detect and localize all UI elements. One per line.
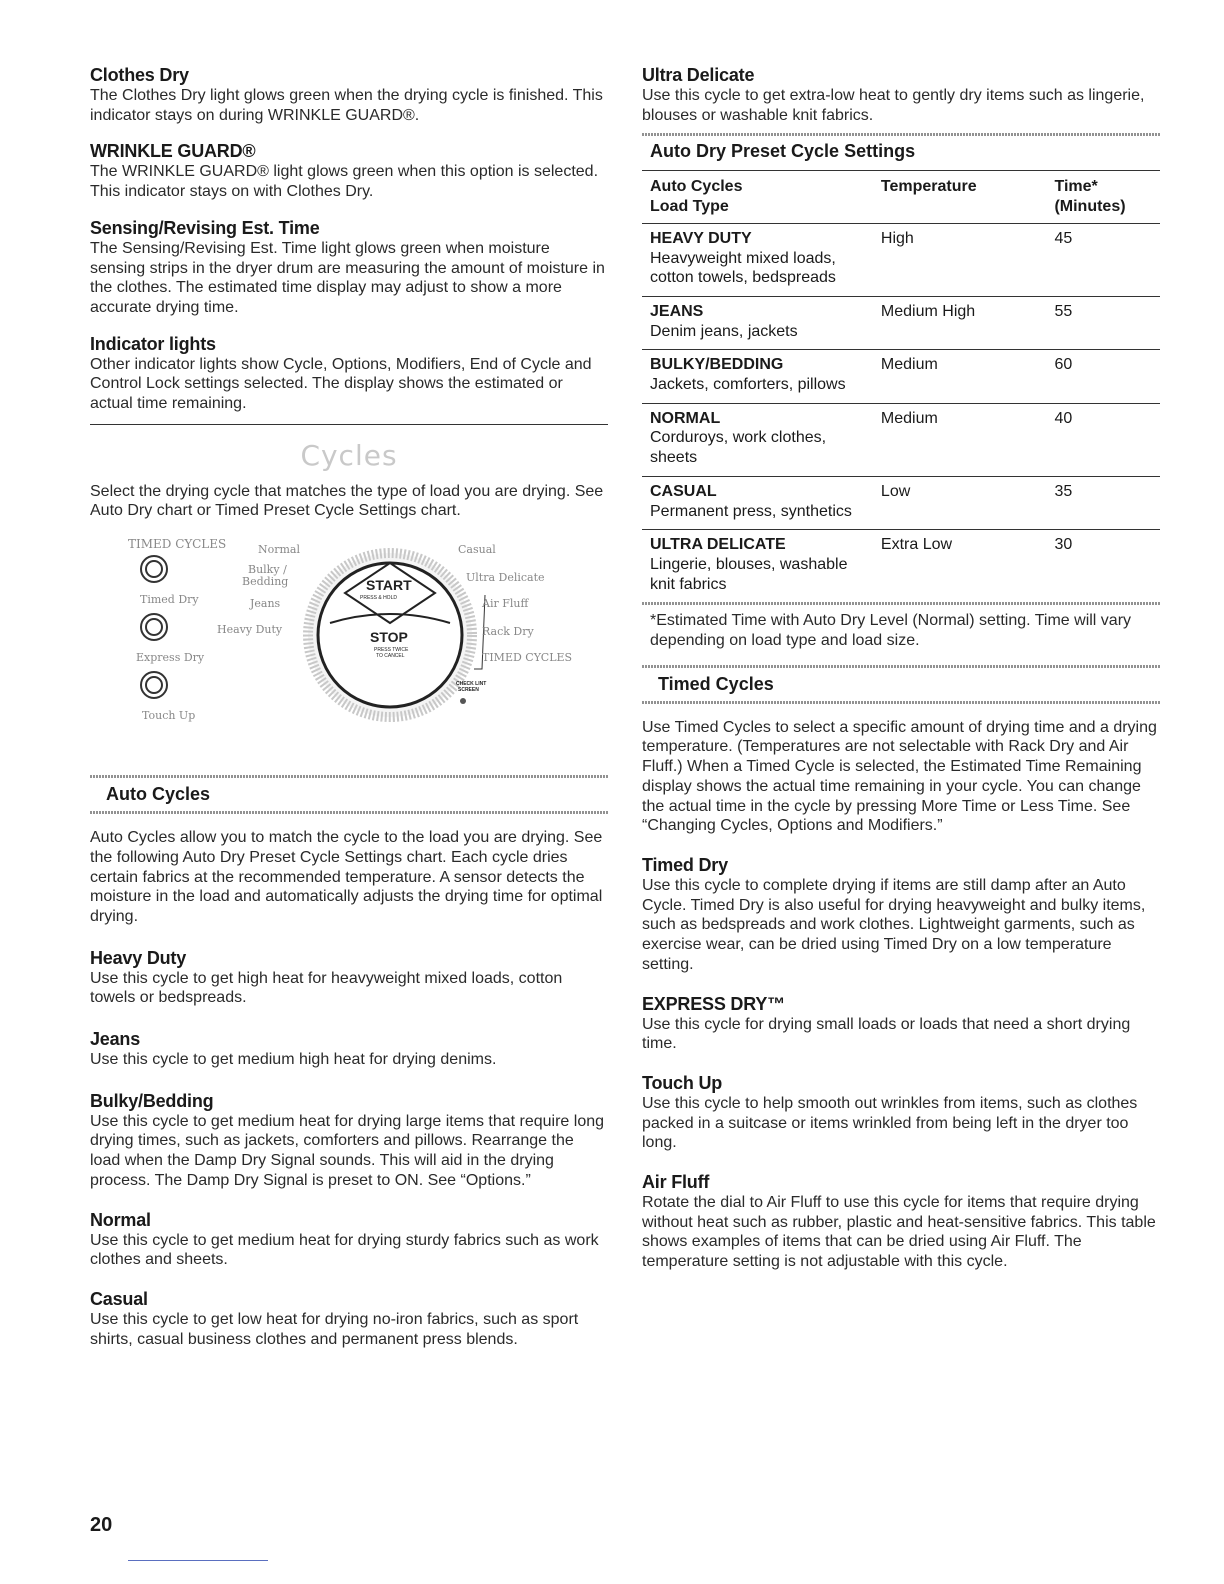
- wrinkle-guard-heading: WRINKLE GUARD®: [90, 141, 256, 162]
- load-type: Lingerie, blouses, washable knit fabrics: [650, 555, 848, 593]
- casual-text: Use this cycle to get low heat for drying no-iron fabrics, such as sport shirts, casual business clothes and permanent press blends.: [90, 1310, 579, 1348]
- express-dry-heading: EXPRESS DRY™: [642, 993, 785, 1014]
- heavy-duty-text: Use this cycle to get high heat for heavyweight mixed loads, cotton towels or bedspreads.: [90, 969, 563, 1007]
- section-casual: [90, 1288, 608, 1349]
- bulky-label: Bulky /: [248, 563, 287, 577]
- section-auto-cycles: [90, 828, 608, 927]
- right-column: [642, 64, 1160, 1287]
- temperature-cell: High: [873, 223, 1047, 296]
- clothes-dry-heading: Clothes Dry: [90, 65, 189, 85]
- cycle-cell: [642, 403, 873, 476]
- section-normal: [90, 1209, 608, 1270]
- jeans-label: Jeans: [250, 597, 281, 611]
- bulky-heading: Bulky/Bedding: [90, 1090, 214, 1111]
- section-indicator-lights: [90, 333, 608, 414]
- cycles-heading: Cycles: [300, 438, 398, 472]
- temperature-cell: Medium: [873, 403, 1047, 476]
- section-jeans: [90, 1028, 608, 1070]
- sensing-text: The Sensing/Revising Est. Time light glows green when moisture sensing strips in the dryer drum are measuring the amount of moisture in the clothes. The estimated time display may adjust to show a more accurate drying time.: [90, 239, 605, 316]
- footer-line: [128, 1560, 268, 1561]
- timed-cycles-header: TIMED CYCLES: [128, 537, 227, 552]
- stop-button-label: STOP: [370, 629, 408, 646]
- bedding-label: Bedding: [242, 575, 289, 589]
- cycle-cell: [642, 530, 873, 603]
- bulky-text: Use this cycle to get medium heat for drying large items that require long drying times, such as jackets, comforters and pillows. Rearrange the load when the Damp Dry Signal sounds. This will aid in the drying process. The Damp Dry Signal is preset to ON. See “Options.”: [90, 1112, 605, 1189]
- cycles-text: Select the drying cycle that matches the type of load you are drying. See Auto Dry chart or Timed Preset Cycle Settings chart.: [90, 482, 604, 520]
- page-number: 20: [90, 1514, 113, 1536]
- header-col1: [642, 171, 873, 223]
- section-sensing: [90, 217, 608, 318]
- timed-dry-label: Timed Dry: [140, 593, 199, 607]
- cycle-name: NORMAL: [650, 409, 721, 427]
- load-type: Heavyweight mixed loads, cotton towels, bedspreads: [650, 249, 836, 287]
- table-row: [642, 403, 1160, 476]
- start-sub-label: PRESS & HOLD: [360, 595, 397, 602]
- time-cell: 40: [1046, 403, 1160, 476]
- cycle-cell: [642, 350, 873, 403]
- touch-up-knob-icon: [141, 672, 167, 698]
- table-row: [642, 223, 1160, 296]
- header-temperature: Temperature: [880, 178, 977, 196]
- time-cell: 60: [1046, 350, 1160, 403]
- normal-heading: Normal: [90, 1209, 151, 1230]
- rack-dry-label: Rack Dry: [482, 625, 534, 639]
- touch-up-text: Use this cycle to help smooth out wrinkles from items, such as clothes packed in a suitcase or items wrinkled from being left in the dryer too long.: [642, 1094, 1138, 1152]
- section-timed-dry: [642, 854, 1160, 975]
- timed-cycles-right-label: TIMED CYCLES: [482, 651, 573, 665]
- air-fluff-heading: Air Fluff: [642, 1172, 710, 1193]
- jeans-heading: Jeans: [90, 1029, 141, 1050]
- table-row: [642, 296, 1160, 349]
- timed-cycles-bottom-border: [642, 701, 1160, 704]
- section-heavy-duty: [90, 947, 608, 1008]
- start-button-label: START: [366, 577, 412, 594]
- air-fluff-text: Rotate the dial to Air Fluff to use this cycle for items that require drying without heat such as rubber, plastic and heat-sensitive fabrics. This table shows examples of items that can be dried using Air Fluff. The temperature setting is not adjustable with this cycle.: [642, 1194, 1156, 1271]
- auto-cycles-bottom-border: [90, 811, 608, 814]
- table-top-border: [642, 133, 1160, 136]
- load-type: Corduroys, work clothes, sheets: [650, 429, 827, 467]
- table-body: [642, 223, 1160, 602]
- table-header-row: [642, 171, 1160, 223]
- section-timed-cycles: [642, 718, 1160, 836]
- ultra-delicate-heading: Ultra Delicate: [642, 65, 755, 85]
- header-minutes-label: (Minutes): [1054, 198, 1126, 216]
- ultra-delicate-label: Ultra Delicate: [466, 571, 545, 585]
- load-type: Denim jeans, jackets: [650, 322, 798, 340]
- cycle-name: CASUAL: [650, 482, 717, 500]
- auto-cycles-heading: Auto Cycles: [106, 784, 211, 805]
- cycle-name: HEAVY DUTY: [650, 229, 752, 247]
- load-type: Jackets, comforters, pillows: [650, 376, 846, 394]
- time-cell: 35: [1046, 476, 1160, 529]
- time-cell: 45: [1046, 223, 1160, 296]
- wrinkle-guard-text: The WRINKLE GUARD® light glows green when this option is selected. This indicator stays on with Clothes Dry.: [90, 163, 599, 201]
- clothes-dry-text: The Clothes Dry light glows green when the drying cycle is finished. This indicator stays on during WRINKLE GUARD®.: [90, 87, 603, 124]
- express-dry-text: Use this cycle for drying small loads or loads that need a short drying time.: [642, 1015, 1131, 1053]
- jeans-text: Use this cycle to get medium high heat for drying denims.: [90, 1051, 497, 1069]
- heavy-duty-label: Heavy Duty: [217, 623, 283, 637]
- header-time: [1046, 171, 1160, 223]
- stop-sub-label-2: TO CANCEL: [376, 653, 405, 660]
- table-row: [642, 350, 1160, 403]
- section-express-dry: [642, 993, 1160, 1054]
- cycle-cell: [642, 296, 873, 349]
- cycle-cell: [642, 476, 873, 529]
- auto-cycles-text: Auto Cycles allow you to match the cycle to the load you are drying. See the following Auto Dry Preset Cycle Settings chart. Each cycle dries certain fabrics at the recommended temperature. A sensor detects the moisture in the load and automatically adjusts the drying time for optimal drying.: [90, 829, 603, 925]
- temperature-cell: Medium: [873, 350, 1047, 403]
- section-bulky: [90, 1090, 608, 1191]
- cycle-name: BULKY/BEDDING: [650, 356, 784, 374]
- timed-cycles-top-border: [642, 665, 1160, 668]
- casual-label: Casual: [458, 543, 496, 557]
- auto-dry-settings-table: [642, 171, 1160, 602]
- indicator-heading: Indicator lights: [90, 333, 216, 354]
- divider: [90, 424, 608, 425]
- timed-cycles-heading: Timed Cycles: [658, 673, 774, 694]
- express-dry-knob-icon: [141, 614, 167, 640]
- left-column: [90, 64, 608, 1364]
- check-lint-label-2: SCREEN: [458, 687, 479, 694]
- touch-up-heading: Touch Up: [642, 1072, 723, 1093]
- header-load-type: Load Type: [650, 198, 729, 216]
- table-row: [642, 530, 1160, 603]
- load-type: Permanent press, synthetics: [650, 502, 852, 520]
- time-cell: 55: [1046, 296, 1160, 349]
- express-dry-label: Express Dry: [136, 651, 205, 665]
- casual-heading: Casual: [90, 1288, 148, 1309]
- temperature-cell: Medium High: [873, 296, 1047, 349]
- timed-dry-knob-icon: [141, 556, 167, 582]
- table-title: Auto Dry Preset Cycle Settings: [642, 136, 1160, 171]
- sensing-heading: Sensing/Revising Est. Time: [90, 217, 320, 238]
- cycle-name: JEANS: [650, 302, 704, 320]
- touch-up-label: Touch Up: [142, 709, 196, 723]
- section-touch-up: [642, 1072, 1160, 1153]
- timed-cycles-text: Use Timed Cycles to select a specific amount of drying time and a drying temperature. (Temperatures are not selectable with Rack Dry and Air Fluff.) When a Timed Cycle is selected, the Estimated Time Remaining display shows the actual time remaining in your cycle. You can change the actual time in the cycle by pressing More Time or Less Time. See “Changing Cycles, Options and Modifiers.”: [642, 718, 1157, 835]
- temperature-cell: Low: [873, 476, 1047, 529]
- auto-cycles-top-border: [90, 775, 608, 778]
- table-row: [642, 476, 1160, 529]
- cycle-cell: [642, 223, 873, 296]
- section-air-fluff: [642, 1171, 1160, 1272]
- normal-text: Use this cycle to get medium heat for drying sturdy fabrics such as work clothes and sheets.: [90, 1231, 599, 1269]
- indicator-text: Other indicator lights show Cycle, Options, Modifiers, End of Cycle and Control Lock settings selected. The display shows the estimated or actual time remaining.: [90, 355, 592, 413]
- section-wrinkle-guard: [90, 140, 608, 201]
- air-fluff-label: Air Fluff: [482, 597, 529, 611]
- ultra-delicate-text: Use this cycle to get extra-low heat to gently dry items such as lingerie, blouses or washable knit fabrics.: [642, 87, 1145, 124]
- stop-sub-label-1: PRESS TWICE: [374, 647, 409, 654]
- timed-dry-text: Use this cycle to complete drying if items are still damp after an Auto Cycle. Timed Dry is also useful for drying heavyweight and bulky items, such as bedspreads and work clothes. Lightweight garments, such as exercise wear, can be dried using Timed Dry on a low temperature setting.: [642, 876, 1146, 973]
- cycle-name: ULTRA DELICATE: [650, 536, 786, 554]
- check-lint-label-1: CHECK LINT: [456, 681, 487, 688]
- timed-dry-heading: Timed Dry: [642, 854, 728, 875]
- normal-label: Normal: [258, 543, 301, 557]
- table-footnote: *Estimated Time with Auto Dry Level (Normal) setting. Time will vary depending on load type and load size.: [650, 612, 1132, 650]
- cycle-dial-illustration: [90, 535, 608, 775]
- section-ultra-delicate: [642, 64, 1160, 125]
- section-clothes-dry: [90, 64, 608, 125]
- temperature-cell: Extra Low: [873, 530, 1047, 603]
- time-cell: 30: [1046, 530, 1160, 603]
- heavy-duty-heading: Heavy Duty: [90, 947, 187, 968]
- table-bottom-border: [642, 602, 1160, 605]
- header-auto-cycles: Auto Cycles: [650, 178, 743, 196]
- header-time-label: Time*: [1054, 178, 1098, 196]
